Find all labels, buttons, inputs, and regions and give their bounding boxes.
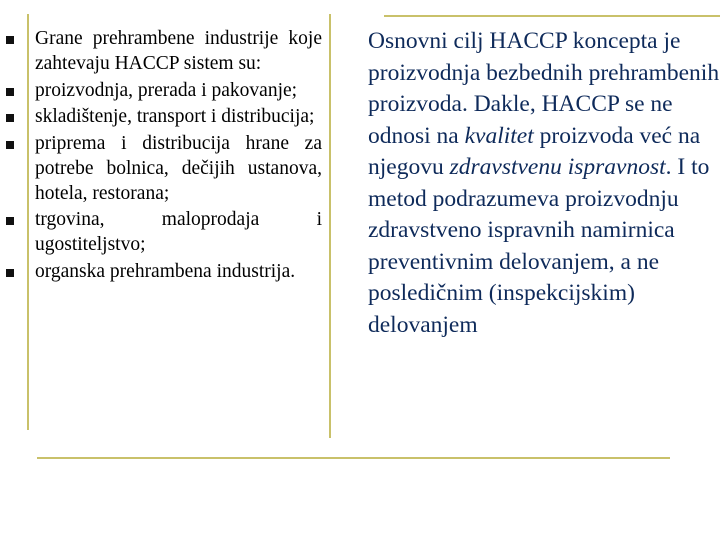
square-bullet-icon [6,217,14,225]
square-bullet-icon [6,269,14,277]
list-item [0,78,322,103]
square-bullet-icon [6,141,14,149]
list-item [0,259,322,284]
list-item [0,104,322,129]
list-item-text: Grane prehrambene industrije koje zahtevaju HACCP sistem su: [35,28,322,74]
list-item-text: trgovina, maloprodaja i ugostiteljstvo; [35,209,322,256]
paragraph-text: . I to metod podrazumeva proizvodnju zdravstveno ispravnih namirnica preventivnim delovanjem, a ne posledičnim (inspekcijskim) delovanjem [368,154,710,338]
list-item [0,26,322,76]
square-bullet-icon [6,88,14,96]
list-item [0,207,322,257]
list-item [0,131,322,206]
bottom-horizontal-rule [37,457,670,459]
emphasis-zdravstvena-ispravnost: zdravstvenu ispravnost [449,154,666,180]
top-horizontal-rule [384,15,720,17]
right-vertical-rule [329,14,331,438]
list-item-text: organska prehrambena industrija. [35,260,296,282]
square-bullet-icon [6,36,14,44]
list-item-text: priprema i distribucija hrane za potrebe bolnica, dečijih ustanova, hotela, restorana; [35,132,322,204]
paragraph-text: proizvoda već na njegovu [368,122,701,180]
list-item-text: proizvodnja, prerada i pakovanje; [35,79,298,101]
square-bullet-icon [6,114,14,122]
haccp-industry-list [0,26,322,286]
list-item-text: skladištenje, transport i distribucija; [35,106,315,128]
paragraph-text: Osnovni cilj HACCP koncepta je proizvodnja bezbednih prehrambenih proizvoda. Dakle, HACCP se ne odnosi na [368,28,720,149]
emphasis-kvalitet: kvalitet [464,122,534,149]
haccp-goal-paragraph [368,26,720,341]
